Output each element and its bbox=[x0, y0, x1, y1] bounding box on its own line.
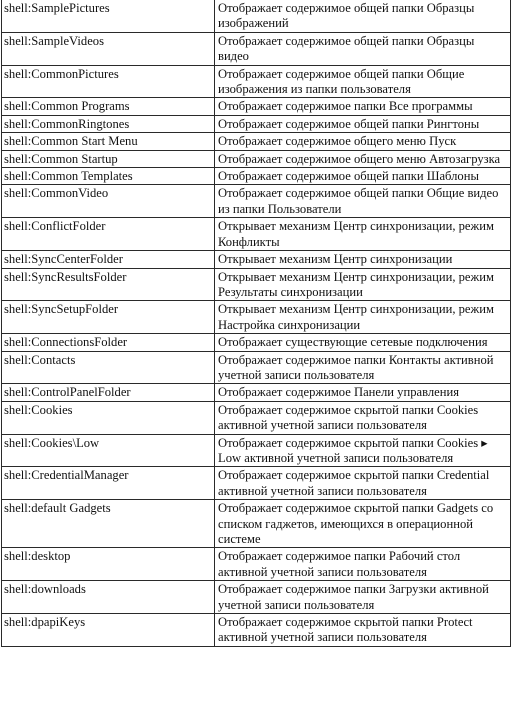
table-row bbox=[2, 614, 511, 647]
table-row bbox=[2, 98, 511, 115]
table-row bbox=[2, 32, 511, 65]
description-cell: Отображает содержимое общего меню Пуск bbox=[215, 133, 511, 150]
command-cell: shell:SampleVideos bbox=[2, 32, 215, 65]
description-cell: Отображает содержимое скрытой папки Credential активной учетной записи пользователя bbox=[215, 467, 511, 500]
table-row bbox=[2, 251, 511, 268]
command-cell: shell:SyncCenterFolder bbox=[2, 251, 215, 268]
table-row bbox=[2, 185, 511, 218]
command-cell: shell:Common Startup bbox=[2, 150, 215, 167]
command-cell: shell:SyncSetupFolder bbox=[2, 301, 215, 334]
description-cell: Отображает содержимое скрытой папки Protect активной учетной записи пользователя bbox=[215, 614, 511, 647]
command-cell: shell:Cookies\Low bbox=[2, 434, 215, 467]
description-cell: Отображает содержимое папки Загрузки активной учетной записи пользователя bbox=[215, 581, 511, 614]
shell-commands-table bbox=[1, 0, 511, 647]
table-row bbox=[2, 115, 511, 132]
description-cell: Открывает механизм Центр синхронизации, режим Конфликты bbox=[215, 218, 511, 251]
table-row bbox=[2, 0, 511, 32]
command-cell: shell:Common Templates bbox=[2, 168, 215, 185]
description-cell: Отображает содержимое общей папки Образцы видео bbox=[215, 32, 511, 65]
table-row bbox=[2, 434, 511, 467]
table-row bbox=[2, 150, 511, 167]
table-body bbox=[2, 0, 511, 646]
table-row bbox=[2, 548, 511, 581]
description-cell: Отображает содержимое общей папки Рингтоны bbox=[215, 115, 511, 132]
command-cell: shell:CommonVideo bbox=[2, 185, 215, 218]
command-cell: shell:dpapiKeys bbox=[2, 614, 215, 647]
command-cell: shell:downloads bbox=[2, 581, 215, 614]
table-row bbox=[2, 168, 511, 185]
table-row bbox=[2, 334, 511, 351]
command-cell: shell:SyncResultsFolder bbox=[2, 268, 215, 301]
description-cell: Отображает существующие сетевые подключения bbox=[215, 334, 511, 351]
command-cell: shell:CredentialManager bbox=[2, 467, 215, 500]
command-cell: shell:Contacts bbox=[2, 351, 215, 384]
table-row bbox=[2, 268, 511, 301]
description-cell: Отображает содержимое Панели управления bbox=[215, 384, 511, 401]
table-row bbox=[2, 500, 511, 548]
description-cell: Отображает содержимое папки Все программы bbox=[215, 98, 511, 115]
description-cell: Отображает содержимое скрытой папки Gadgets со списком гаджетов, имеющихся в операционной системе bbox=[215, 500, 511, 548]
table-row bbox=[2, 301, 511, 334]
description-cell: Открывает механизм Центр синхронизации bbox=[215, 251, 511, 268]
table-row bbox=[2, 351, 511, 384]
description-cell: Отображает содержимое папки Контакты активной учетной записи пользователя bbox=[215, 351, 511, 384]
table-row bbox=[2, 401, 511, 434]
command-cell: shell:SamplePictures bbox=[2, 0, 215, 32]
description-cell: Отображает содержимое общей папки Общие видео из папки Пользователи bbox=[215, 185, 511, 218]
command-cell: shell:Common Programs bbox=[2, 98, 215, 115]
command-cell: shell:CommonRingtones bbox=[2, 115, 215, 132]
command-cell: shell:ControlPanelFolder bbox=[2, 384, 215, 401]
description-cell: Открывает механизм Центр синхронизации, режим Настройка синхронизации bbox=[215, 301, 511, 334]
command-cell: shell:ConnectionsFolder bbox=[2, 334, 215, 351]
description-cell: Отображает содержимое папки Рабочий стол активной учетной записи пользователя bbox=[215, 548, 511, 581]
description-cell: Отображает содержимое общей папки Образцы изображений bbox=[215, 0, 511, 32]
table-row bbox=[2, 581, 511, 614]
command-cell: shell:Common Start Menu bbox=[2, 133, 215, 150]
command-cell: shell:Cookies bbox=[2, 401, 215, 434]
table-row bbox=[2, 65, 511, 98]
command-cell: shell:CommonPictures bbox=[2, 65, 215, 98]
table-row bbox=[2, 133, 511, 150]
description-cell: Отображает содержимое общей папки Общие изображения из папки пользователя bbox=[215, 65, 511, 98]
description-cell: Отображает содержимое скрытой папки Cookies ▸ Low активной учетной записи пользователя bbox=[215, 434, 511, 467]
command-cell: shell:desktop bbox=[2, 548, 215, 581]
command-cell: shell:ConflictFolder bbox=[2, 218, 215, 251]
table-row bbox=[2, 218, 511, 251]
table-row bbox=[2, 467, 511, 500]
description-cell: Отображает содержимое общей папки Шаблоны bbox=[215, 168, 511, 185]
description-cell: Отображает содержимое скрытой папки Cookies активной учетной записи пользователя bbox=[215, 401, 511, 434]
table-row bbox=[2, 384, 511, 401]
description-cell: Открывает механизм Центр синхронизации, режим Результаты синхронизации bbox=[215, 268, 511, 301]
command-cell: shell:default Gadgets bbox=[2, 500, 215, 548]
description-cell: Отображает содержимое общего меню Автозагрузка bbox=[215, 150, 511, 167]
